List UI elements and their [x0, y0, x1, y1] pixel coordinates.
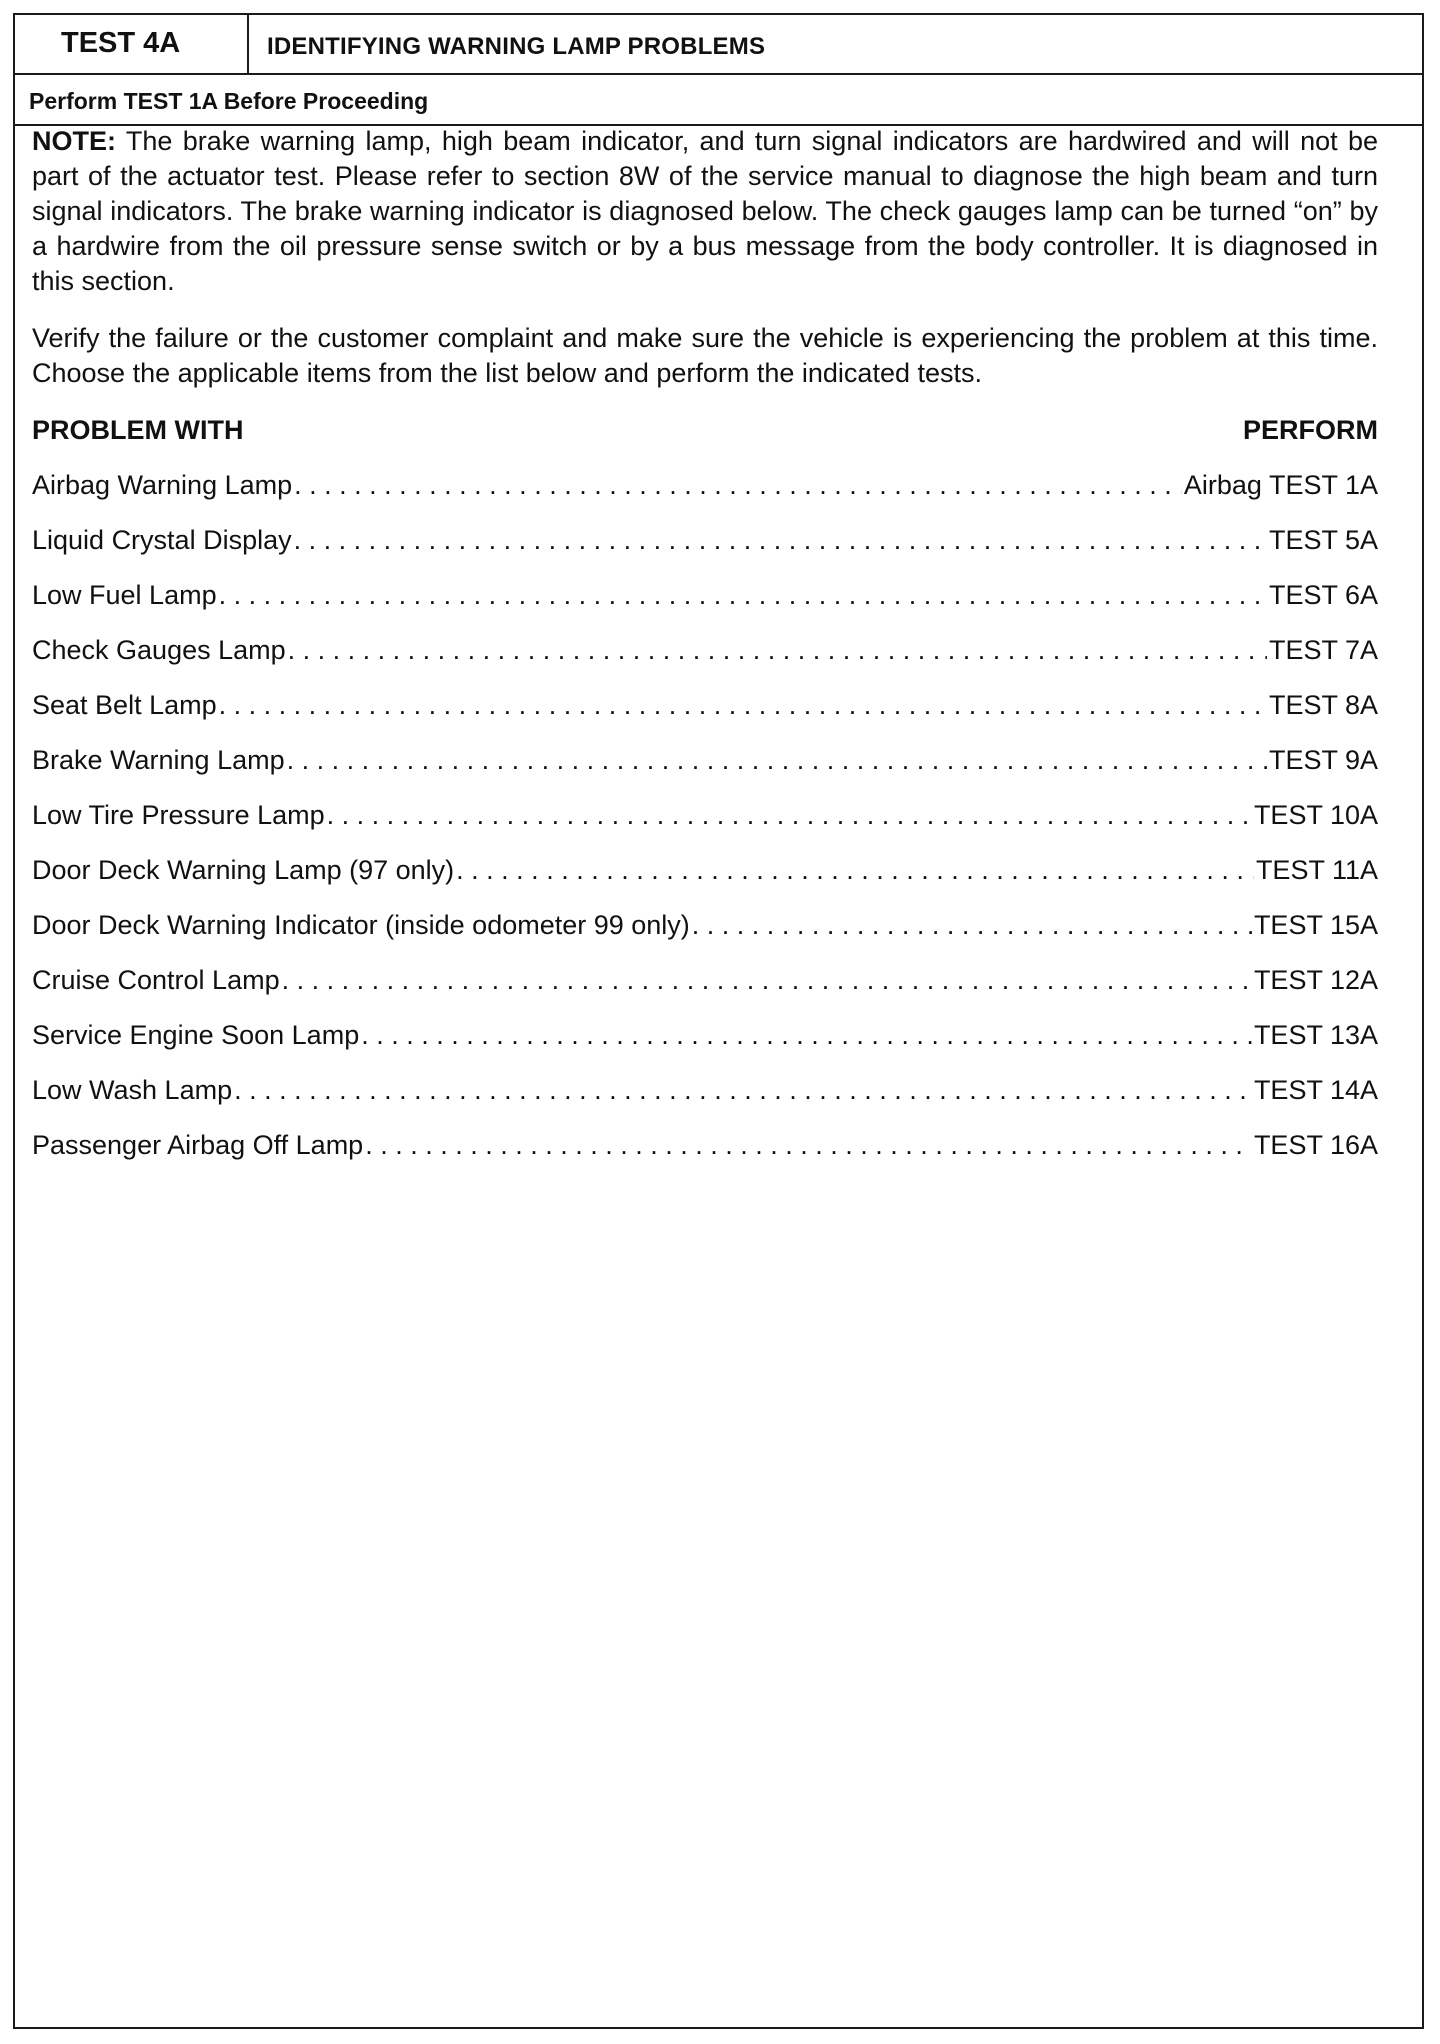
dot-leader — [288, 633, 1267, 668]
list-item — [32, 468, 1378, 523]
list-item — [32, 523, 1378, 578]
perform-test-label: TEST 11A — [1255, 855, 1378, 885]
instructions-paragraph: Verify the failure or the customer complaint and make sure the vehicle is experiencing the problem at this time. Choose the applicable items from the list below and perform the indicated tests. — [32, 323, 1378, 388]
prerequisite-row — [15, 75, 1422, 126]
list-header — [32, 413, 1378, 448]
problem-label: Door Deck Warning Lamp (97 only) — [32, 855, 455, 885]
note-text: The brake warning lamp, high beam indicator, and turn signal indicators are hardwired and will not be part of the actuator test. Please refer to section 8W of the service manual to diagnose the high beam and turn signal indicators. The brake warning indicator is diagnosed below. The check gauges lamp can be turned “on” by a hardwire from the oil pressure sense switch or by a bus message from the body controller. It is diagnosed in this section. — [32, 126, 1378, 296]
perform-test-label: TEST 5A — [1268, 525, 1378, 555]
perform-test-label: TEST 12A — [1253, 965, 1378, 995]
dot-leader — [294, 468, 1182, 503]
dot-leader — [282, 963, 1252, 998]
dot-leader — [287, 743, 1267, 778]
perform-test-label: TEST 9A — [1268, 745, 1378, 775]
problem-label: Door Deck Warning Indicator (inside odometer 99 only) — [32, 910, 690, 940]
prerequisite-text: Perform TEST 1A Before Proceeding — [29, 88, 429, 114]
problem-label: Low Fuel Lamp — [32, 580, 217, 610]
problem-label: Low Wash Lamp — [32, 1075, 233, 1105]
note-paragraph — [32, 124, 1378, 299]
list-item — [32, 633, 1378, 688]
column-header-perform: PERFORM — [1243, 415, 1378, 445]
dot-leader — [219, 688, 1267, 723]
perform-test-label: TEST 7A — [1268, 635, 1378, 665]
list-item — [32, 688, 1378, 743]
problem-label: Service Engine Soon Lamp — [32, 1020, 360, 1050]
perform-test-label: TEST 13A — [1253, 1020, 1378, 1050]
perform-test-label: TEST 15A — [1253, 910, 1378, 940]
test-title: IDENTIFYING WARNING LAMP PROBLEMS — [267, 33, 766, 60]
perform-test-label: TEST 8A — [1268, 690, 1378, 720]
list-item — [32, 963, 1378, 1018]
dot-leader — [234, 1073, 1252, 1108]
dot-leader — [327, 798, 1252, 833]
list-item — [32, 798, 1378, 853]
problem-label: Liquid Crystal Display — [32, 525, 292, 555]
problem-label: Passenger Airbag Off Lamp — [32, 1130, 364, 1160]
problem-label: Check Gauges Lamp — [32, 635, 286, 665]
dot-leader — [365, 1128, 1252, 1163]
list-item — [32, 1073, 1378, 1128]
perform-test-label: Airbag TEST 1A — [1183, 470, 1378, 500]
list-item — [32, 1128, 1378, 1183]
dot-leader — [361, 1018, 1252, 1053]
problem-label: Brake Warning Lamp — [32, 745, 285, 775]
dot-leader — [692, 908, 1252, 943]
document-body — [32, 124, 1378, 1183]
perform-test-label: TEST 16A — [1253, 1130, 1378, 1160]
column-header-problem: PROBLEM WITH — [32, 415, 244, 445]
problem-label: Airbag Warning Lamp — [32, 470, 293, 500]
note-label: NOTE: — [32, 126, 116, 156]
perform-test-label: TEST 14A — [1253, 1075, 1378, 1105]
list-item — [32, 1018, 1378, 1073]
header-row — [15, 15, 1422, 75]
problem-list — [32, 468, 1378, 1183]
problem-label: Low Tire Pressure Lamp — [32, 800, 325, 830]
dot-leader — [219, 578, 1267, 613]
dot-leader — [456, 853, 1254, 888]
dot-leader — [294, 523, 1267, 558]
perform-test-label: TEST 6A — [1268, 580, 1378, 610]
list-item — [32, 743, 1378, 798]
problem-label: Seat Belt Lamp — [32, 690, 217, 720]
test-id: TEST 4A — [15, 15, 249, 73]
perform-test-label: TEST 10A — [1253, 800, 1378, 830]
list-item — [32, 908, 1378, 963]
list-item — [32, 853, 1378, 908]
list-item — [32, 578, 1378, 633]
problem-label: Cruise Control Lamp — [32, 965, 280, 995]
